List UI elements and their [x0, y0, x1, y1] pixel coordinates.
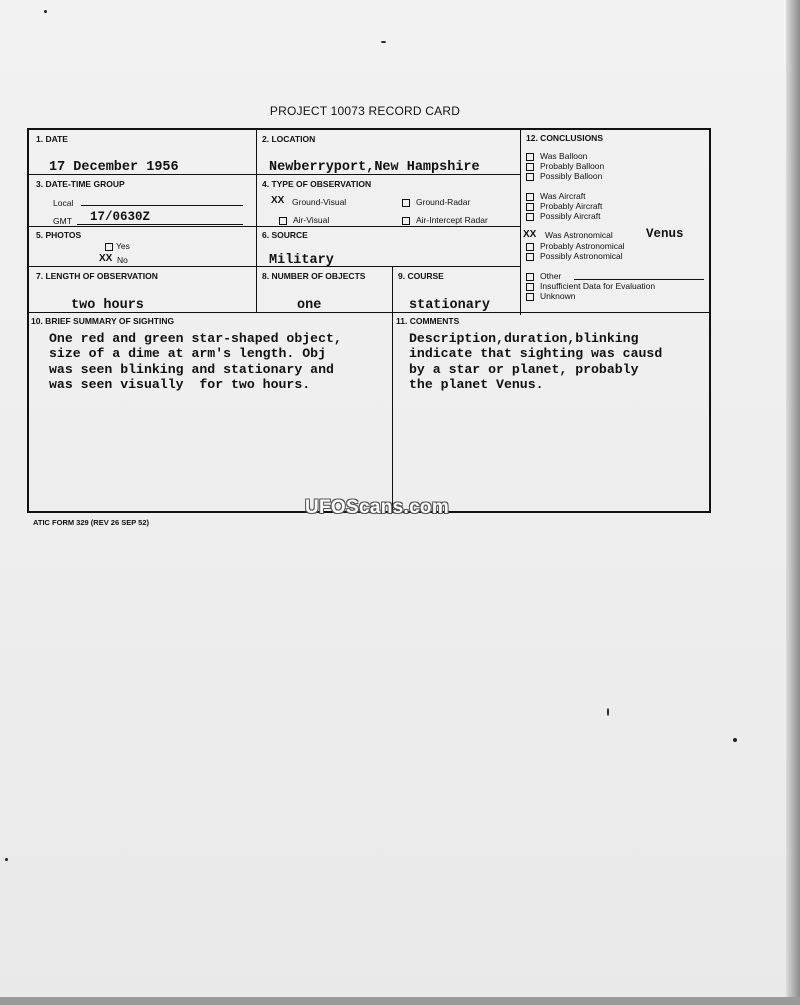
possibly-aircraft: Possibly Aircraft	[540, 211, 601, 222]
checkbox-icon	[526, 203, 534, 211]
obs-type-label: 4. TYPE OF OBSERVATION	[262, 179, 372, 189]
other-group	[526, 271, 655, 302]
insufficient-data: Insufficient Data for Evaluation	[540, 281, 656, 292]
checkbox-icon	[526, 253, 534, 261]
dtg-gmt-label: GMT	[53, 216, 72, 226]
checkbox-icon	[526, 153, 534, 161]
scan-speck	[5, 858, 8, 861]
source-label: 6. SOURCE	[262, 230, 308, 240]
divider	[29, 226, 520, 227]
length-value: two hours	[71, 298, 144, 313]
divider	[520, 130, 521, 315]
checkbox-icon	[526, 243, 534, 251]
comments-text	[409, 331, 662, 393]
was-balloon: Was Balloon	[540, 151, 588, 161]
scan-edge-right	[786, 0, 800, 1005]
checkbox-icon	[279, 217, 287, 225]
other-label: Other	[540, 271, 562, 281]
comments-line: the planet Venus.	[409, 377, 544, 393]
astronomical-group	[526, 241, 625, 261]
obs-air-visual-label: Air-Visual	[293, 215, 330, 225]
possibly-balloon: Possibly Balloon	[540, 171, 603, 182]
photos-label: 5. PHOTOS	[36, 230, 82, 240]
aircraft-group	[526, 191, 602, 222]
balloon-group	[526, 151, 604, 182]
location-label: 2. LOCATION	[262, 134, 316, 144]
comments-line: Description,duration,blinking	[409, 331, 639, 346]
photos-yes-option	[105, 241, 130, 251]
checkbox-icon	[526, 213, 534, 221]
obs-air-visual-option	[279, 215, 329, 225]
comments-label: 11. COMMENTS	[396, 316, 460, 326]
date-value: 17 December 1956	[49, 160, 179, 175]
probably-astronomical: Probably Astronomical	[540, 241, 625, 251]
scan-speck	[381, 41, 386, 43]
probably-aircraft: Probably Aircraft	[540, 201, 603, 212]
checkbox-icon	[526, 193, 534, 201]
obs-ground-radar-option	[402, 197, 470, 207]
summary-label: 10. BRIEF SUMMARY OF SIGHTING	[31, 316, 175, 326]
course-label: 9. COURSE	[398, 271, 444, 281]
checkbox-icon	[105, 243, 113, 251]
obs-air-intercept-option	[402, 215, 488, 225]
scan-speck	[733, 738, 737, 742]
record-card	[27, 128, 711, 513]
photos-no-label: No	[117, 255, 128, 265]
date-label: 1. DATE	[36, 134, 68, 144]
dtg-label: 3. DATE-TIME GROUP	[36, 179, 125, 189]
checkbox-icon	[526, 293, 534, 301]
course-value: stationary	[409, 298, 491, 313]
num-objects-value: one	[297, 298, 322, 313]
form-number: ATIC FORM 329 (REV 26 SEP 52)	[33, 518, 150, 527]
obs-ground-visual-mark: XX	[271, 195, 285, 206]
num-objects-label: 8. NUMBER OF OBJECTS	[262, 271, 366, 281]
astronomical-mark: XX	[523, 229, 537, 240]
length-label: 7. LENGTH OF OBSERVATION	[36, 271, 158, 281]
conclusions-label: 12. CONCLUSIONS	[526, 133, 603, 143]
checkbox-icon	[526, 273, 534, 281]
dtg-local-label: Local	[53, 198, 74, 208]
was-aircraft: Was Aircraft	[540, 191, 586, 201]
source-value: Military	[269, 253, 334, 268]
summary-text	[49, 331, 342, 393]
checkbox-icon	[402, 217, 410, 225]
dtg-gmt-line	[77, 224, 243, 225]
comments-line: indicate that sighting was causd	[409, 346, 663, 362]
obs-ground-visual-label: Ground-Visual	[292, 197, 347, 207]
other-line	[574, 279, 704, 280]
dtg-local-line	[81, 205, 243, 206]
comments-line: by a star or planet, probably	[409, 361, 639, 377]
summary-line: was seen blinking and stationary and	[49, 361, 334, 377]
watermark: UFOScans.com	[305, 497, 450, 518]
photos-yes-label: Yes	[116, 241, 130, 251]
checkbox-icon	[526, 163, 534, 171]
was-astronomical: Was Astronomical	[545, 230, 613, 240]
photos-no-mark: XX	[99, 253, 113, 264]
obs-ground-radar-label: Ground-Radar	[416, 197, 471, 207]
summary-line: was seen visually for two hours.	[49, 377, 311, 393]
page-title: PROJECT 10073 RECORD CARD	[269, 104, 461, 118]
checkbox-icon	[526, 173, 534, 181]
checkbox-icon	[402, 199, 410, 207]
scan-speck	[607, 708, 609, 716]
divider	[256, 130, 257, 313]
dtg-gmt-value: 17/0630Z	[90, 210, 151, 224]
obs-air-intercept-label: Air-Intercept Radar	[416, 215, 488, 225]
venus-value: Venus	[646, 227, 684, 241]
possibly-astronomical: Possibly Astronomical	[540, 251, 623, 262]
divider	[392, 266, 393, 513]
summary-line: size of a dime at arm's length. Obj	[49, 346, 326, 362]
summary-line: One red and green star-shaped object,	[49, 331, 342, 346]
probably-balloon: Probably Balloon	[540, 161, 605, 172]
scan-edge-bottom	[0, 997, 800, 1005]
location-value: Newberryport,New Hampshire	[269, 160, 480, 175]
scan-speck	[44, 10, 47, 13]
checkbox-icon	[526, 283, 534, 291]
unknown-label: Unknown	[540, 291, 576, 302]
